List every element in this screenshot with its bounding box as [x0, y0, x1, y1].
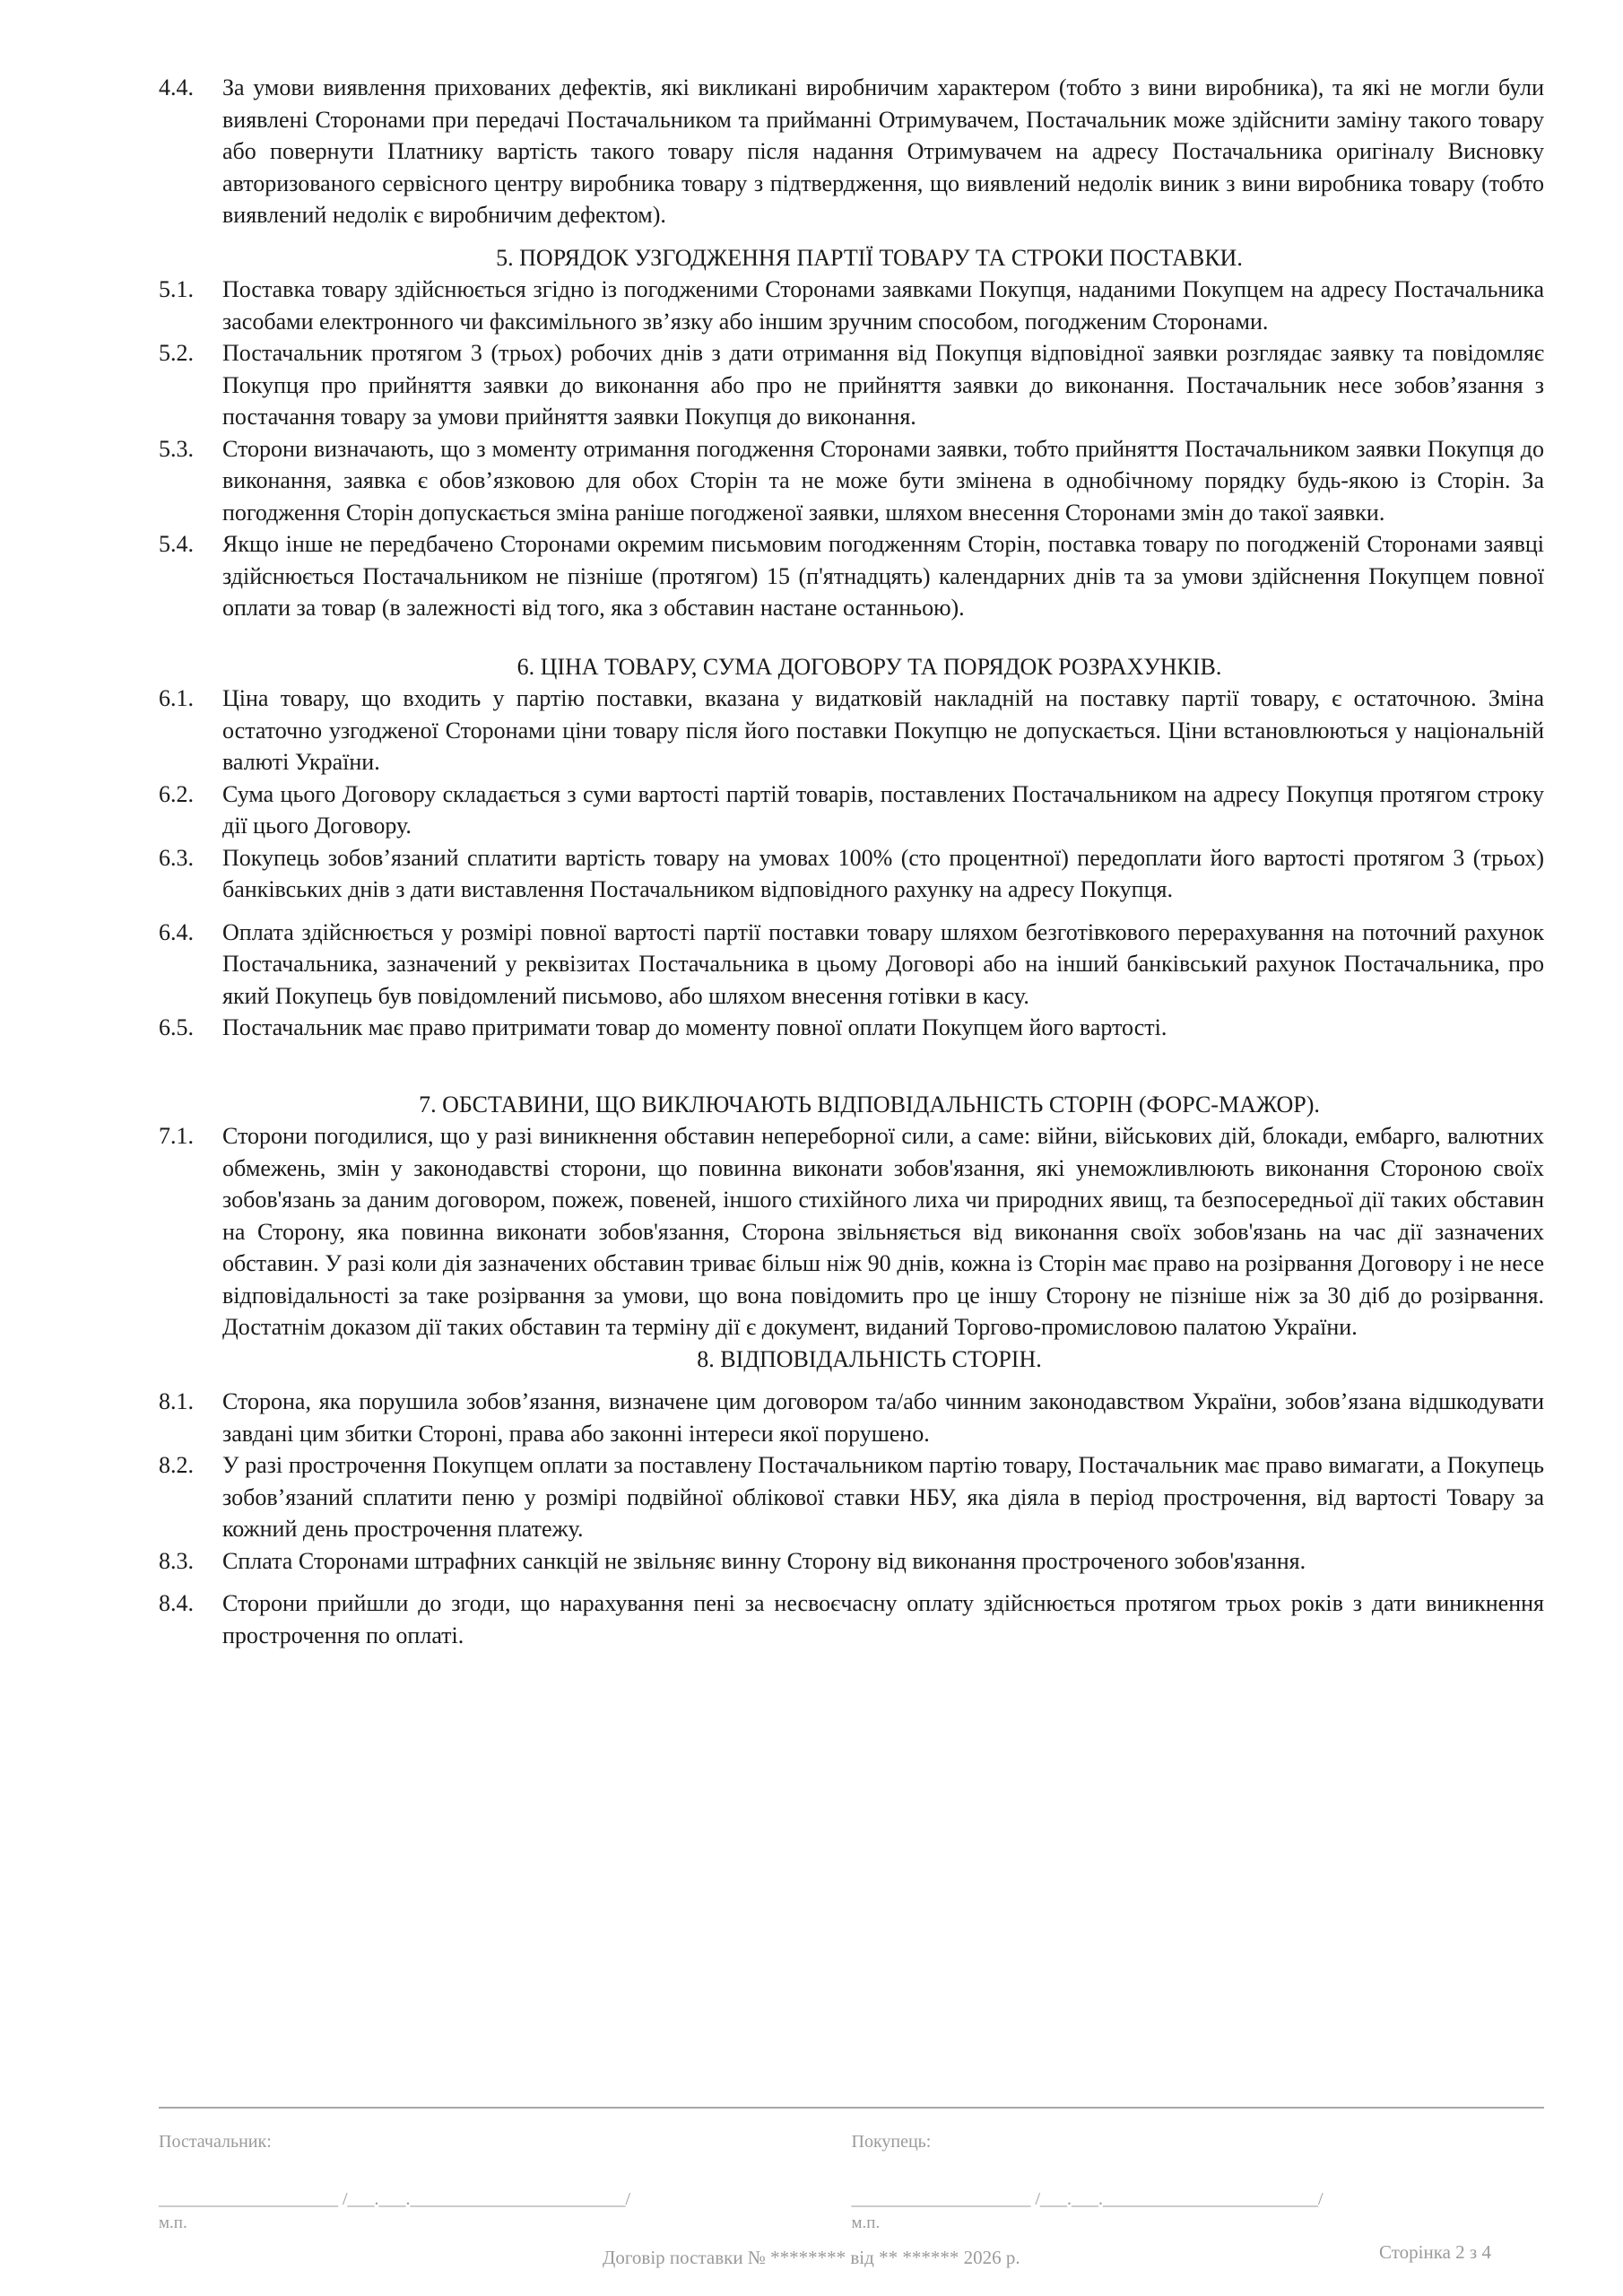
- clause-number: 4.4.: [159, 74, 194, 100]
- clause-text: За умови виявлення прихованих дефектів, які викликані виробничим характером (тобто з вини виробника), та які не могли були виявлені Сторонами при передачі Постачальником та прийманні Отримувачем, Постачальник може здійснити заміну такого товару або повернути Платнику вартість такого товару після надання Отримувачем на адресу Постачальника оригіналу Висновку авторизованого сервісного центру виробника товару з підтвердження, що виявлений недолік виник з вини виробника товару (тобто виявлений недолік є виробничим дефектом).: [222, 74, 1544, 228]
- clause-5-4: [159, 528, 1544, 624]
- clause-number: 6.1.: [159, 685, 194, 711]
- clause-number: 6.4.: [159, 918, 194, 945]
- clause-number: 8.1.: [159, 1388, 194, 1414]
- clause-6-3: [159, 842, 1544, 906]
- clause-text: Ціна товару, що входить у партію поставки, вказана у видатковій накладній на поставку партії товару, є остаточною. Зміна остаточно узгодженої Сторонами ціни товару після його поставки Покупцю не допускається. Ціни встановлюються у національній валюті України.: [222, 685, 1544, 775]
- supplier-signature-block: [159, 2128, 852, 2234]
- clause-number: 8.4.: [159, 1590, 194, 1616]
- footer-bottom: [159, 2241, 1544, 2277]
- buyer-stamp-label: м.п.: [851, 2213, 881, 2232]
- supplier-signature-line: ____________________ /___.___.________________________/: [159, 2189, 631, 2209]
- clause-6-4: [159, 917, 1544, 1013]
- section-title-5: 5. ПОРЯДОК УЗГОДЖЕННЯ ПАРТІЇ ТОВАРУ ТА СТРОКИ ПОСТАВКИ.: [496, 244, 1243, 271]
- clause-text: Оплата здійснюється у розмірі повної вартості партії поставки товару шляхом безготівкового перерахування на поточний рахунок Постачальника, зазначений у реквізитах Постачальника в цьому Договорі або на інший банківський рахунок Постачальника, про який Покупець був повідомлений письмово, або шляхом внесення готівки в касу.: [222, 918, 1544, 1009]
- page-indicator: Сторінка 2 з 4: [1379, 2241, 1491, 2263]
- buyer-signature-line: ____________________ /___.___.________________________/: [851, 2189, 1324, 2209]
- clause-8-2: [159, 1449, 1544, 1545]
- clause-text: Поставка товару здійснюється згідно із погодженими Сторонами заявками Покупця, наданими Покупцем на адресу Постачальника засобами електронного чи факсимільного зв’язку або іншим зручним способом, погодженим Сторонами.: [222, 276, 1544, 335]
- clause-8-1: [159, 1386, 1544, 1449]
- contract-reference: Договір поставки № ******** від ** ****** 2026 р.: [603, 2247, 1020, 2268]
- section-title-8: 8. ВІДПОВІДАЛЬНІСТЬ СТОРІН.: [697, 1345, 1042, 1372]
- clause-number: 8.2.: [159, 1452, 194, 1478]
- clause-text: Покупець зобов’язаний сплатити вартість товару на умовах 100% (сто процентної) передоплати його вартості протягом 3 (трьох) банківських днів з дати виставлення Постачальником відповідного рахунку на адресу Покупця.: [222, 844, 1544, 902]
- clause-5-3: [159, 433, 1544, 529]
- clause-6-2: [159, 778, 1544, 842]
- clause-8-3: [159, 1545, 1544, 1578]
- signature-row: [159, 2128, 1544, 2234]
- clause-number: 5.2.: [159, 340, 194, 366]
- clause-text: Постачальник протягом 3 (трьох) робочих днів з дати отримання від Покупця відповідної заявки розглядає заявку та повідомляє Покупця про прийняття заявки до виконання або про не прийняття заявки до виконання. Постачальник несе зобов’язання з постачання товару за умови прийняття заявки Покупця до виконання.: [222, 340, 1544, 430]
- buyer-signature-block: [852, 2128, 1545, 2234]
- clause-7-1: [159, 1120, 1544, 1344]
- buyer-label: Покупець:: [851, 2132, 932, 2152]
- clause-text: Постачальник має право притримати товар до моменту повної оплати Покупцем його вартості.: [222, 1014, 1167, 1040]
- page-footer: [159, 2107, 1544, 2277]
- clause-text: Сторони прийшли до згоди, що нарахування пені за несвоєчасну оплату здійснюється протягом трьох років з дати виникнення прострочення по оплаті.: [222, 1590, 1544, 1648]
- clause-number: 5.4.: [159, 531, 194, 557]
- clause-6-1: [159, 683, 1544, 778]
- section-title-6: 6. ЦІНА ТОВАРУ, СУМА ДОГОВОРУ ТА ПОРЯДОК РОЗРАХУНКІВ.: [516, 653, 1222, 680]
- clause-6-5: [159, 1012, 1544, 1044]
- clause-5-1: [159, 274, 1544, 337]
- clause-number: 5.1.: [159, 276, 194, 302]
- clause-number: 8.3.: [159, 1547, 194, 1574]
- clause-number: 5.3.: [159, 435, 194, 462]
- clause-text: Сторони погодилися, що у разі виникнення обставин непереборної сили, а саме: війни, військових дій, блокади, ембарго, валютних обмежень, змін у законодавстві сторони, що повинна виконати зобов'язання, які унеможливлюють виконання Стороною своїх зобов'язань за даним договором, пожеж, повеней, іншого стихійного лиха чи природних явищ, та безпосередньої дії таких обставин на Сторону, яка повинна виконати зобов'язання, Сторона звільняється від виконання своїх зобов'язань на час дії зазначених обставин. У разі коли дія зазначених обставин триває більш ніж 90 днів, кожна із Сторін має право на розірвання Договору і не несе відповідальності за таке розірвання за умови, що вона повідомить про це іншу Сторону не пізніше ніж за 30 діб до розірвання. Достатнім доказом дії таких обставин та терміну дії є документ, виданий Торгово-промисловою палатою України.: [222, 1123, 1544, 1340]
- document-page: [159, 72, 1544, 1651]
- clause-text: Сплата Сторонами штрафних санкцій не звільняє винну Сторону від виконання простроченого зобов'язання.: [222, 1547, 1306, 1574]
- supplier-label: Постачальник:: [159, 2132, 272, 2152]
- clause-text: Сторони визначають, що з моменту отримання погодження Сторонами заявки, тобто прийняття Постачальником заявки Покупця до виконання, заявка є обов’язковою для обох Сторін та не може бути змінена в однобічному порядку будь-якою із Сторін. За погодження Сторін допускається зміна раніше погодженої заявки, шляхом внесення Сторонами змін до такої заявки.: [222, 435, 1544, 526]
- clause-5-2: [159, 337, 1544, 433]
- section-title-7: 7. ОБСТАВИНИ, ЩО ВИКЛЮЧАЮТЬ ВІДПОВІДАЛЬНІСТЬ СТОРІН (ФОРС-МАЖОР).: [419, 1091, 1320, 1118]
- clause-number: 7.1.: [159, 1123, 194, 1149]
- clause-text: Сторона, яка порушила зобов’язання, визначене цим договором та/або чинним законодавством України, зобов’язана відшкодувати завдані цим збитки Стороні, права або законні інтереси якої порушено.: [222, 1388, 1544, 1447]
- clause-number: 6.3.: [159, 844, 194, 871]
- clause-4-4: [159, 72, 1544, 231]
- clause-text: У разі прострочення Покупцем оплати за поставлену Постачальником партію товару, Постачальник має право вимагати, а Покупець зобов’язаний сплатити пеню у розмірі подвійної облікової ставки НБУ, яка діяла в період прострочення, від вартості Товару за кожний день прострочення платежу.: [222, 1452, 1544, 1542]
- clause-text: Якщо інше не передбачено Сторонами окремим письмовим погодженням Сторін, поставка товару по погодженій Сторонами заявці здійснюється Постачальником не пізніше (протягом) 15 (п'ятнадцять) календарних днів та за умови здійснення Покупцем повної оплати за товар (в залежності від того, яка з обставин настане останньою).: [222, 531, 1544, 621]
- clause-number: 6.2.: [159, 780, 194, 807]
- supplier-stamp-label: м.п.: [159, 2213, 187, 2232]
- footer-divider: [159, 2107, 1544, 2109]
- clause-number: 6.5.: [159, 1014, 194, 1040]
- clause-text: Сума цього Договору складається з суми вартості партій товарів, поставлених Постачальником на адресу Покупця протягом строку дії цього Договору.: [222, 780, 1544, 839]
- clause-8-4: [159, 1587, 1544, 1651]
